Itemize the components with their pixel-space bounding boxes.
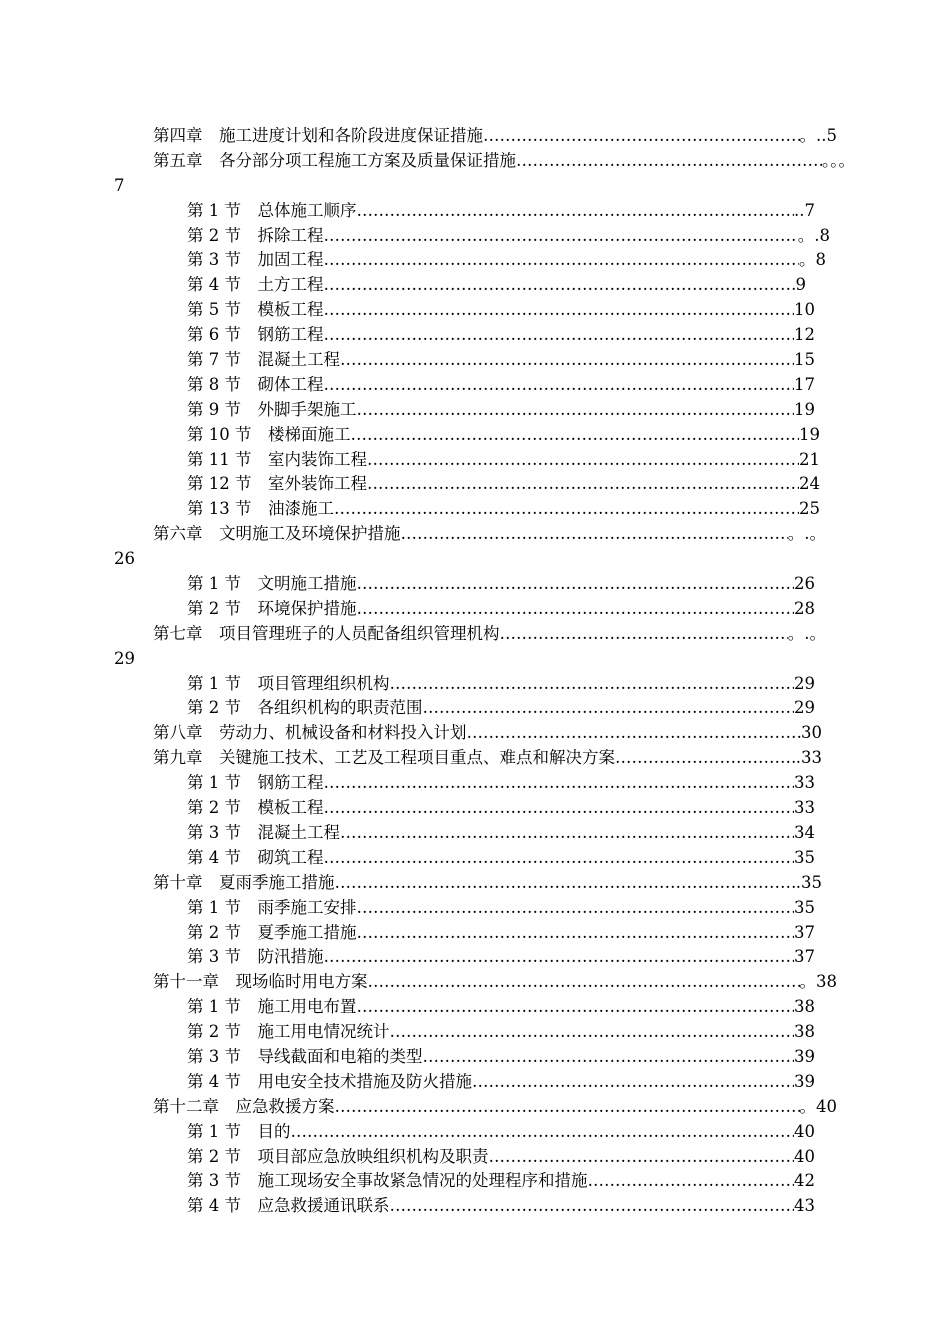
toc-dot-leader: [340, 348, 794, 373]
toc-entry-title: 第七章 项目管理班子的人员配备组织管理机构: [153, 623, 500, 643]
toc-dot-leader: [324, 945, 795, 970]
toc-dot-leader: [335, 1095, 800, 1120]
toc-entry-title: 第 4 节 应急救援通讯联系: [187, 1196, 390, 1216]
toc-entry-title: 第 2 节 拆除工程: [187, 225, 324, 245]
toc-dot-leader: [340, 821, 794, 846]
toc-page-number: 35: [794, 847, 815, 867]
toc-entry-title: 第 12 节 室外装饰工程: [187, 474, 367, 494]
toc-page-number: 17: [794, 374, 815, 394]
toc-chapter-entry[interactable]: [0, 522, 950, 547]
toc-page-number: 。。。: [822, 150, 855, 170]
toc-entry-title: 第 2 节 施工用电情况统计: [187, 1022, 390, 1042]
toc-chapter-entry[interactable]: [0, 746, 950, 771]
toc-dot-leader: [324, 248, 800, 273]
toc-page-number: 。.。: [787, 623, 826, 643]
toc-section-entry[interactable]: [0, 945, 950, 970]
toc-section-entry[interactable]: [0, 1120, 950, 1145]
toc-section-entry[interactable]: [0, 373, 950, 398]
toc-chapter-entry[interactable]: [0, 970, 950, 995]
toc-wrapped-page-number: [0, 647, 950, 672]
toc-section-entry[interactable]: [0, 497, 950, 522]
toc-dot-leader: [483, 124, 800, 149]
toc-entry-title: 第 8 节 砌体工程: [187, 374, 324, 394]
toc-section-entry[interactable]: [0, 273, 950, 298]
toc-entry-title: 第 3 节 导线截面和电箱的类型: [187, 1046, 423, 1066]
toc-page-number: 。40: [799, 1096, 837, 1116]
toc-section-entry[interactable]: [0, 1194, 950, 1219]
toc-page-number: 。..5: [799, 126, 837, 145]
toc-dot-leader: [357, 398, 795, 423]
toc-section-entry[interactable]: [0, 448, 950, 473]
toc-dot-leader: [324, 298, 795, 323]
toc-page-number: 42: [794, 1171, 815, 1191]
toc-dot-leader: [588, 1169, 795, 1194]
toc-entry-title: 第 9 节 外脚手架施工: [187, 399, 357, 419]
toc-page-number: 19: [794, 399, 815, 419]
toc-dot-leader: [324, 373, 795, 398]
toc-section-entry[interactable]: [0, 921, 950, 946]
toc-page-number: 10: [794, 300, 815, 320]
toc-section-entry[interactable]: [0, 248, 950, 273]
toc-dot-leader: [324, 224, 798, 249]
toc-dot-leader: [357, 597, 795, 622]
toc-page-number: 38: [794, 1022, 815, 1042]
toc-entry-title: 第 4 节 土方工程: [187, 275, 324, 295]
toc-page-number: 。.。: [787, 524, 826, 544]
toc-chapter-entry[interactable]: [0, 124, 950, 149]
toc-entry-title: 第 1 节 文明施工措施: [187, 574, 357, 594]
table-of-contents: [0, 124, 950, 1219]
toc-section-entry[interactable]: [0, 771, 950, 796]
toc-page-number: 30: [801, 723, 822, 743]
toc-entry-title: 第 2 节 夏季施工措施: [187, 922, 357, 942]
toc-entry-title: 第 1 节 项目管理组织机构: [187, 673, 390, 693]
toc-entry-title: 第九章 关键施工技术、工艺及工程项目重点、难点和解决方案: [153, 748, 615, 768]
toc-section-entry[interactable]: [0, 896, 950, 921]
toc-dot-leader: [423, 696, 795, 721]
toc-entry-title: 第五章 各分部分项工程施工方案及质量保证措施: [153, 150, 516, 170]
toc-entry-title: 第 13 节 油漆施工: [187, 499, 334, 519]
toc-section-entry[interactable]: [0, 398, 950, 423]
toc-dot-leader: [351, 423, 800, 448]
toc-section-entry[interactable]: [0, 1145, 950, 1170]
toc-dot-leader: [334, 497, 799, 522]
toc-dot-leader: [357, 199, 795, 224]
toc-section-entry[interactable]: [0, 298, 950, 323]
toc-entry-title: 第 3 节 施工现场安全事故紧急情况的处理程序和措施: [187, 1171, 588, 1191]
toc-dot-leader: [489, 1145, 795, 1170]
toc-page-number: 19: [799, 424, 820, 444]
toc-page-number: 9: [795, 275, 806, 295]
toc-entry-title: 第 2 节 项目部应急放映组织机构及职责: [187, 1146, 489, 1166]
toc-section-entry[interactable]: [0, 423, 950, 448]
toc-dot-leader: [324, 846, 795, 871]
toc-section-entry[interactable]: [0, 199, 950, 224]
toc-wrapped-page-number: [0, 174, 950, 199]
toc-entry-title: 第 7 节 混凝土工程: [187, 350, 340, 370]
toc-page-number: 21: [799, 449, 820, 469]
toc-entry-title: 第 3 节 混凝土工程: [187, 822, 340, 842]
toc-entry-title: 第 2 节 各组织机构的职责范围: [187, 698, 423, 718]
toc-page-number: 7: [114, 175, 125, 195]
toc-section-entry[interactable]: [0, 323, 950, 348]
toc-page-number: 29: [794, 673, 815, 693]
toc-dot-leader: [472, 1070, 794, 1095]
toc-section-entry[interactable]: [0, 1169, 950, 1194]
toc-page-number: 15: [794, 350, 815, 370]
toc-section-entry[interactable]: [0, 472, 950, 497]
toc-dot-leader: [324, 323, 795, 348]
toc-page-number: 25: [799, 499, 820, 519]
toc-dot-leader: [291, 1120, 795, 1145]
toc-page-number: ..7: [794, 200, 815, 220]
toc-page-number: 40: [794, 1121, 815, 1141]
toc-page-number: 33: [794, 773, 815, 793]
toc-page-number: 26: [114, 549, 135, 569]
toc-chapter-entry[interactable]: [0, 871, 950, 896]
toc-chapter-entry[interactable]: [0, 149, 950, 174]
toc-chapter-entry[interactable]: [0, 1095, 950, 1120]
toc-page-number: 29: [114, 648, 135, 668]
toc-dot-leader: [390, 1020, 795, 1045]
toc-section-entry[interactable]: [0, 572, 950, 597]
toc-dot-leader: [324, 273, 796, 298]
toc-page-number: 40: [794, 1146, 815, 1166]
toc-section-entry[interactable]: [0, 597, 950, 622]
toc-chapter-entry[interactable]: [0, 622, 950, 647]
toc-dot-leader: [367, 472, 799, 497]
toc-page-number: .33: [795, 748, 822, 768]
toc-dot-leader: [357, 896, 795, 921]
toc-entry-title: 第 3 节 防汛措施: [187, 947, 324, 967]
toc-section-entry[interactable]: [0, 796, 950, 821]
toc-page-number: 12: [794, 325, 815, 345]
toc-entry-title: 第 11 节 室内装饰工程: [187, 449, 367, 469]
toc-page-number: 37: [794, 947, 815, 967]
toc-entry-title: 第四章 施工进度计划和各阶段进度保证措施: [153, 126, 483, 145]
toc-entry-title: 第六章 文明施工及环境保护措施: [153, 524, 401, 544]
toc-dot-leader: [401, 522, 788, 547]
toc-section-entry[interactable]: [0, 1070, 950, 1095]
toc-entry-title: 第 10 节 楼梯面施工: [187, 424, 351, 444]
toc-wrapped-page-number: [0, 547, 950, 572]
toc-page-number: 。.8: [797, 225, 830, 245]
toc-entry-title: 第十二章 应急救援方案: [153, 1096, 335, 1116]
toc-page-number: 43: [794, 1196, 815, 1216]
toc-page-number: 28: [794, 598, 815, 618]
toc-entry-title: 第 4 节 砌筑工程: [187, 847, 324, 867]
toc-page-number: .35: [795, 872, 822, 892]
toc-dot-leader: [390, 1194, 795, 1219]
toc-dot-leader: [357, 921, 795, 946]
toc-section-entry[interactable]: [0, 1020, 950, 1045]
toc-section-entry[interactable]: [0, 1045, 950, 1070]
toc-dot-leader: [367, 448, 799, 473]
toc-section-entry[interactable]: [0, 995, 950, 1020]
toc-entry-title: 第 2 节 环境保护措施: [187, 598, 357, 618]
toc-page-number: 26: [794, 574, 815, 594]
toc-page-number: 37: [794, 922, 815, 942]
toc-entry-title: 第十章 夏雨季施工措施: [153, 872, 335, 892]
toc-dot-leader: [335, 871, 796, 896]
toc-dot-leader: [615, 746, 796, 771]
toc-section-entry[interactable]: [0, 846, 950, 871]
toc-entry-title: 第 1 节 雨季施工安排: [187, 897, 357, 917]
toc-dot-leader: [357, 572, 795, 597]
toc-dot-leader: [467, 721, 802, 746]
toc-dot-leader: [357, 995, 795, 1020]
toc-page-number: 33: [794, 798, 815, 818]
toc-section-entry[interactable]: [0, 348, 950, 373]
toc-entry-title: 第 1 节 目的: [187, 1121, 291, 1141]
toc-page-number: 35: [794, 897, 815, 917]
toc-page-number: 24: [799, 474, 820, 494]
toc-dot-leader: [324, 796, 795, 821]
toc-page-number: 34: [794, 822, 815, 842]
toc-entry-title: 第 1 节 施工用电布置: [187, 997, 357, 1017]
toc-dot-leader: [516, 149, 822, 174]
toc-page-number: 39: [794, 1071, 815, 1091]
toc-page-number: 29: [794, 698, 815, 718]
toc-dot-leader: [324, 771, 795, 796]
toc-entry-title: 第 4 节 用电安全技术措施及防火措施: [187, 1071, 472, 1091]
toc-entry-title: 第 2 节 模板工程: [187, 798, 324, 818]
toc-dot-leader: [390, 672, 795, 697]
toc-page-number: 。8: [799, 250, 826, 270]
toc-page-number: 。38: [799, 972, 837, 992]
toc-chapter-entry[interactable]: [0, 721, 950, 746]
toc-entry-title: 第 6 节 钢筋工程: [187, 325, 324, 345]
toc-dot-leader: [423, 1045, 795, 1070]
toc-entry-title: 第 1 节 钢筋工程: [187, 773, 324, 793]
toc-section-entry[interactable]: [0, 672, 950, 697]
toc-page-number: 38: [794, 997, 815, 1017]
toc-dot-leader: [500, 622, 788, 647]
toc-section-entry[interactable]: [0, 821, 950, 846]
toc-section-entry[interactable]: [0, 696, 950, 721]
toc-entry-title: 第 5 节 模板工程: [187, 300, 324, 320]
toc-entry-title: 第 1 节 总体施工顺序: [187, 200, 357, 220]
toc-section-entry[interactable]: [0, 224, 950, 249]
toc-dot-leader: [368, 970, 800, 995]
toc-entry-title: 第 3 节 加固工程: [187, 250, 324, 270]
toc-entry-title: 第八章 劳动力、机械设备和材料投入计划: [153, 723, 467, 743]
toc-page-number: 39: [794, 1046, 815, 1066]
toc-entry-title: 第十一章 现场临时用电方案: [153, 972, 368, 992]
